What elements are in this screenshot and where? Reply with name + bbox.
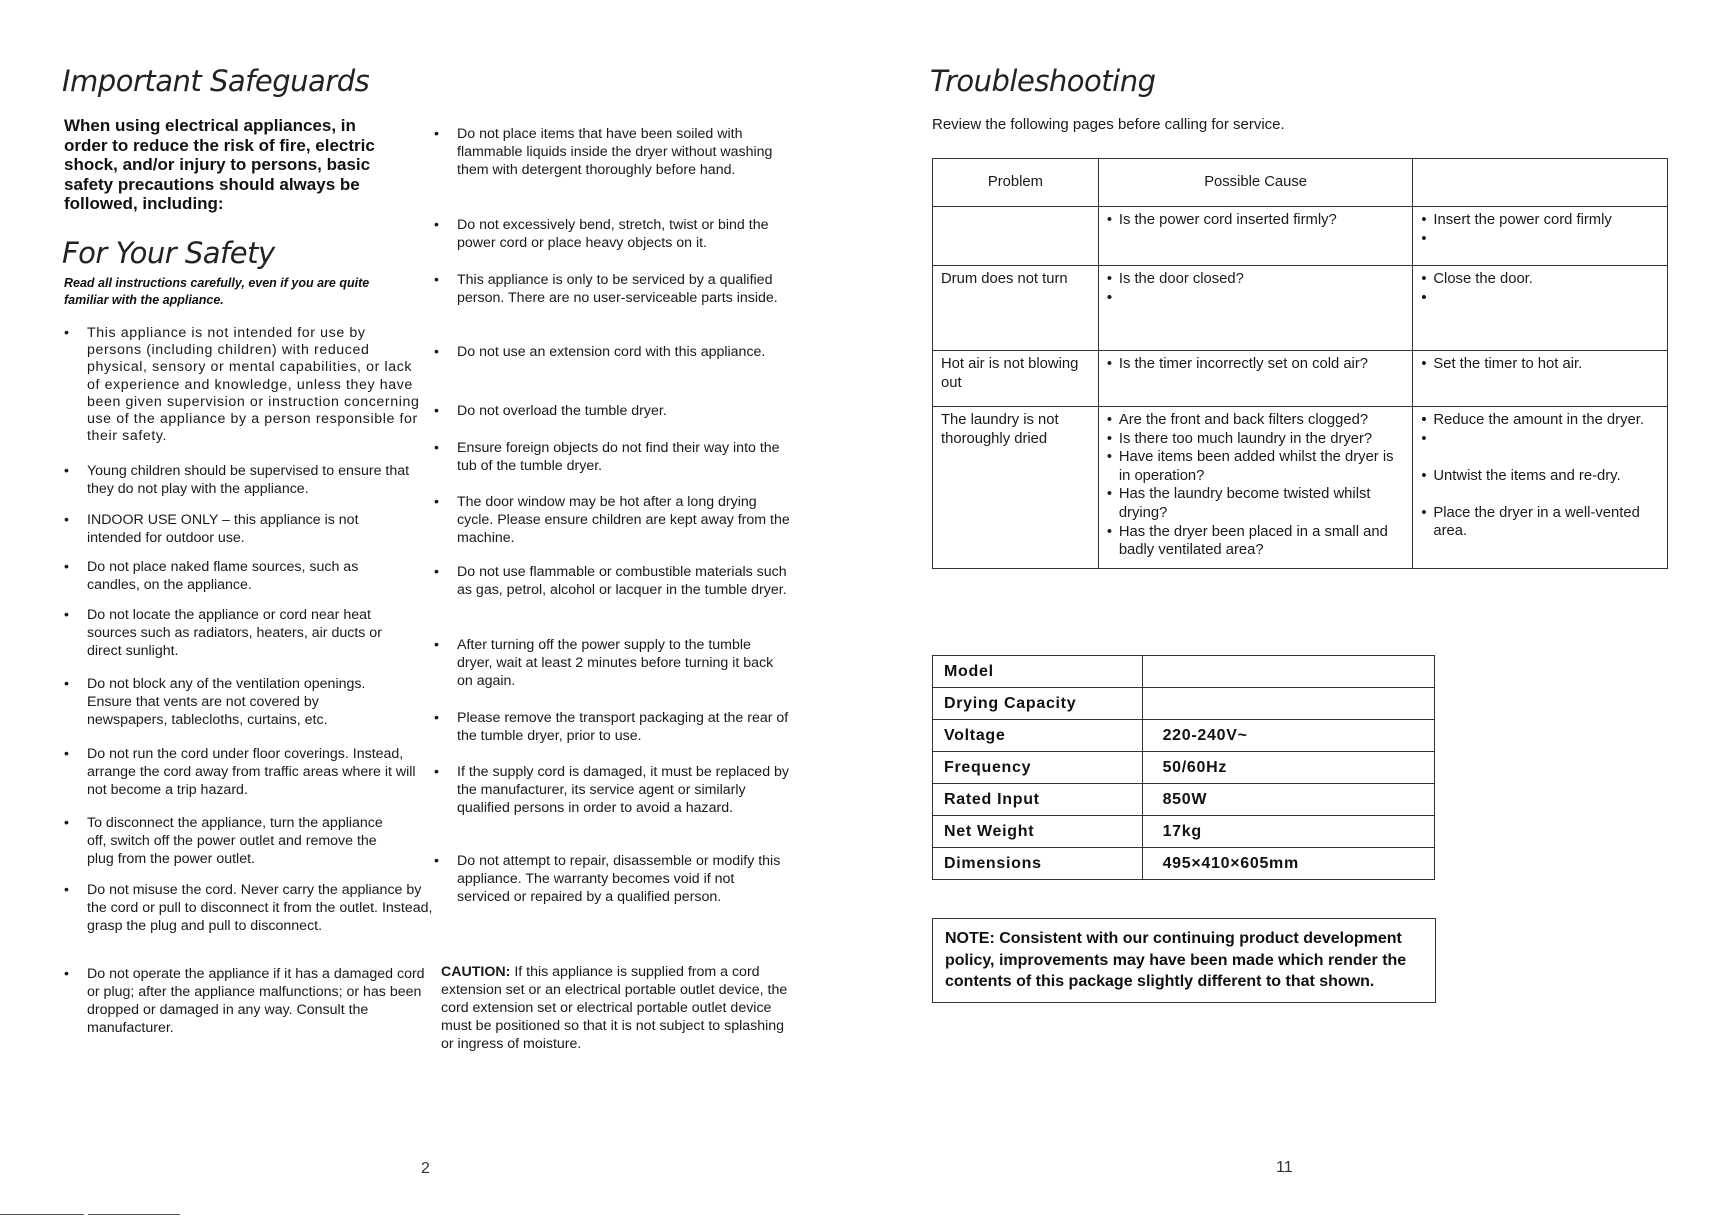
list-item: • Ensure foreign objects do not find their way into the tub of the tumble dryer.: [434, 440, 780, 474]
spec-label: Dimensions: [933, 848, 1143, 880]
bullet: •: [434, 403, 439, 419]
table-header-row: [933, 159, 1668, 207]
safety-intro: When using electrical appliances, in order to reduce the risk of fire, electric shock, and/or injury to persons, basic safety precautions should always be followed, including:: [64, 116, 375, 213]
list-item: • Do not block any of the ventilation openings. Ensure that vents are not covered by newspapers, tablecloths, curtains, etc.: [64, 676, 366, 728]
spec-row: [933, 848, 1435, 880]
bullet: •: [64, 746, 69, 762]
caution-note: [441, 963, 791, 1053]
table-row: [933, 266, 1668, 351]
bullet: •: [64, 559, 69, 575]
spec-label: Frequency: [933, 752, 1143, 784]
product-note: NOTE: Consistent with our continuing product development policy, improvements may have been made which render the contents of this package slightly different to that shown.: [932, 918, 1436, 1003]
list-item: • To disconnect the appliance, turn the appliance off, switch off the power outlet and remove the plug from the power outlet.: [64, 815, 383, 867]
spec-row: [933, 720, 1435, 752]
spec-value: [1142, 688, 1434, 720]
list-item: • Do not misuse the cord. Never carry the appliance by the cord or pull to disconnect it from the outlet. Instead, grasp the plug and pull to disconnect.: [64, 882, 433, 934]
spec-value: 220-240V~: [1142, 720, 1434, 752]
list-item: • After turning off the power supply to the tumble dryer, wait at least 2 minutes before turning it back on again.: [434, 637, 774, 689]
caution-label: CAUTION:: [441, 964, 511, 980]
page-number-right: 11: [1276, 1159, 1293, 1176]
solution-cell: • Reduce the amount in the dryer. • • Untwist the items and re-dry. • Place the dryer in a well-vented area.: [1413, 407, 1668, 569]
bullet: •: [64, 607, 69, 623]
cause-cell: • Are the front and back filters clogged? • Is there too much laundry in the dryer? • Have items been added whilst the dryer is in operation? • Has the laundry become twisted whilst drying? • Has the dryer been placed in a small and badly ventilated area?: [1098, 407, 1413, 569]
spec-label: Model: [933, 656, 1143, 688]
page-number-left: 2: [421, 1160, 430, 1177]
list-item: • If the supply cord is damaged, it must be replaced by the manufacturer, its service agent or similarly qualified persons in order to avoid a hazard.: [434, 764, 790, 816]
bullet: •: [434, 440, 439, 456]
cause-cell: • Is the power cord inserted firmly?: [1098, 207, 1413, 266]
problem-cell: The laundry is not thoroughly dried: [933, 407, 1099, 569]
list-item: • Do not place naked flame sources, such as candles, on the appliance.: [64, 559, 359, 593]
list-item: • This appliance is only to be serviced by a qualified person. There are no user-serviceable parts inside.: [434, 272, 778, 306]
list-item: • Do not operate the appliance if it has a damaged cord or plug; after the appliance malfunctions; or has been dropped or damaged in any way. Consult the manufacturer.: [64, 966, 425, 1036]
spec-value: 495×410×605mm: [1142, 848, 1434, 880]
header-possible-cause: Possible Cause: [1098, 159, 1413, 207]
solution-cell: • Insert the power cord firmly: [1413, 207, 1668, 266]
list-item: • Do not excessively bend, stretch, twist or bind the power cord or place heavy objects on it.: [434, 217, 769, 251]
bullet: •: [434, 272, 439, 288]
table-row: [933, 207, 1668, 266]
cause-cell: • Is the timer incorrectly set on cold air?: [1098, 351, 1413, 407]
footer-rule: [88, 1214, 180, 1215]
bullet: •: [434, 564, 439, 580]
spec-label: Voltage: [933, 720, 1143, 752]
problem-cell: Drum does not turn: [933, 266, 1099, 351]
spec-row: [933, 816, 1435, 848]
spec-row: [933, 784, 1435, 816]
troubleshooting-intro: Review the following pages before calling for service.: [932, 116, 1285, 133]
list-item: • Do not overload the tumble dryer.: [434, 403, 667, 419]
bullet: •: [64, 676, 69, 692]
bullet: •: [434, 494, 439, 510]
table-row: [933, 407, 1668, 569]
spec-value: 850W: [1142, 784, 1434, 816]
bullet: •: [434, 126, 439, 142]
spec-value: 17kg: [1142, 816, 1434, 848]
caution-text: If this appliance is supplied from a cord extension set or an electrical portable outlet device, the cord extension set or electrical portable outlet device must be positioned so that it is not subject to splashing or ingress of moisture.: [441, 964, 788, 1052]
spec-row: [933, 688, 1435, 720]
bullet: •: [64, 325, 70, 341]
list-item: • This appliance is not intended for use by persons (including children) with reduced physical, sensory or mental capabilities, or lack of experience and knowledge, unless they have been given supervision or instruction concerning use of the appliance by a person responsible for their safety.: [64, 325, 420, 445]
spec-label: Rated Input: [933, 784, 1143, 816]
bullet: •: [434, 637, 439, 653]
spec-value: 50/60Hz: [1142, 752, 1434, 784]
bullet: •: [434, 764, 439, 780]
list-item: • Do not use flammable or combustible materials such as gas, petrol, alcohol or lacquer in the tumble dryer.: [434, 564, 787, 598]
solution-cell: • Set the timer to hot air.: [1413, 351, 1668, 407]
section-title-safety: For Your Safety: [62, 236, 275, 270]
problem-cell: Hot air is not blowing out: [933, 351, 1099, 407]
table-row: [933, 351, 1668, 407]
list-item: • Do not run the cord under floor coverings. Instead, arrange the cord away from traffic areas where it will not become a trip hazard.: [64, 746, 416, 798]
spec-value: [1142, 656, 1434, 688]
specifications-table: [932, 655, 1435, 880]
list-item: • Do not place items that have been soiled with flammable liquids inside the dryer without washing them with detergent thoroughly before hand.: [434, 126, 773, 178]
spec-label: Net Weight: [933, 816, 1143, 848]
bullet: •: [434, 344, 439, 360]
header-problem: Problem: [933, 159, 1099, 207]
spec-label: Drying Capacity: [933, 688, 1143, 720]
list-item: • The door window may be hot after a long drying cycle. Please ensure children are kept away from the machine.: [434, 494, 790, 546]
spec-row: [933, 752, 1435, 784]
bullet: •: [64, 882, 69, 898]
page-title-safeguards: Important Safeguards: [62, 64, 370, 98]
solution-cell: • Close the door.: [1413, 266, 1668, 351]
list-item: • Young children should be supervised to ensure that they do not play with the appliance.: [64, 463, 410, 497]
bullet: •: [64, 512, 69, 528]
list-item: • Do not use an extension cord with this appliance.: [434, 344, 766, 360]
bullet: •: [64, 463, 69, 479]
list-item: • Do not attempt to repair, disassemble or modify this appliance. The warranty becomes void if not serviced or repaired by a qualified person.: [434, 853, 781, 905]
footer-rule: [0, 1214, 84, 1215]
problem-cell: [933, 207, 1099, 266]
bullet: •: [434, 710, 439, 726]
spec-row: [933, 656, 1435, 688]
cause-cell: • Is the door closed?: [1098, 266, 1413, 351]
bullet: •: [434, 853, 439, 869]
list-item: • Please remove the transport packaging at the rear of the tumble dryer, prior to use.: [434, 710, 789, 744]
troubleshooting-table: [932, 158, 1668, 569]
header-solution: [1413, 159, 1668, 207]
bullet: •: [434, 217, 439, 233]
list-item: • INDOOR USE ONLY – this appliance is not intended for outdoor use.: [64, 512, 359, 546]
list-item: • Do not locate the appliance or cord near heat sources such as radiators, heaters, air ducts or direct sunlight.: [64, 607, 382, 659]
read-instructions-note: Read all instructions carefully, even if you are quite familiar with the appliance.: [64, 276, 370, 307]
bullet: •: [64, 966, 69, 982]
page-title-troubleshooting: Troubleshooting: [930, 64, 1156, 98]
bullet: •: [64, 815, 69, 831]
